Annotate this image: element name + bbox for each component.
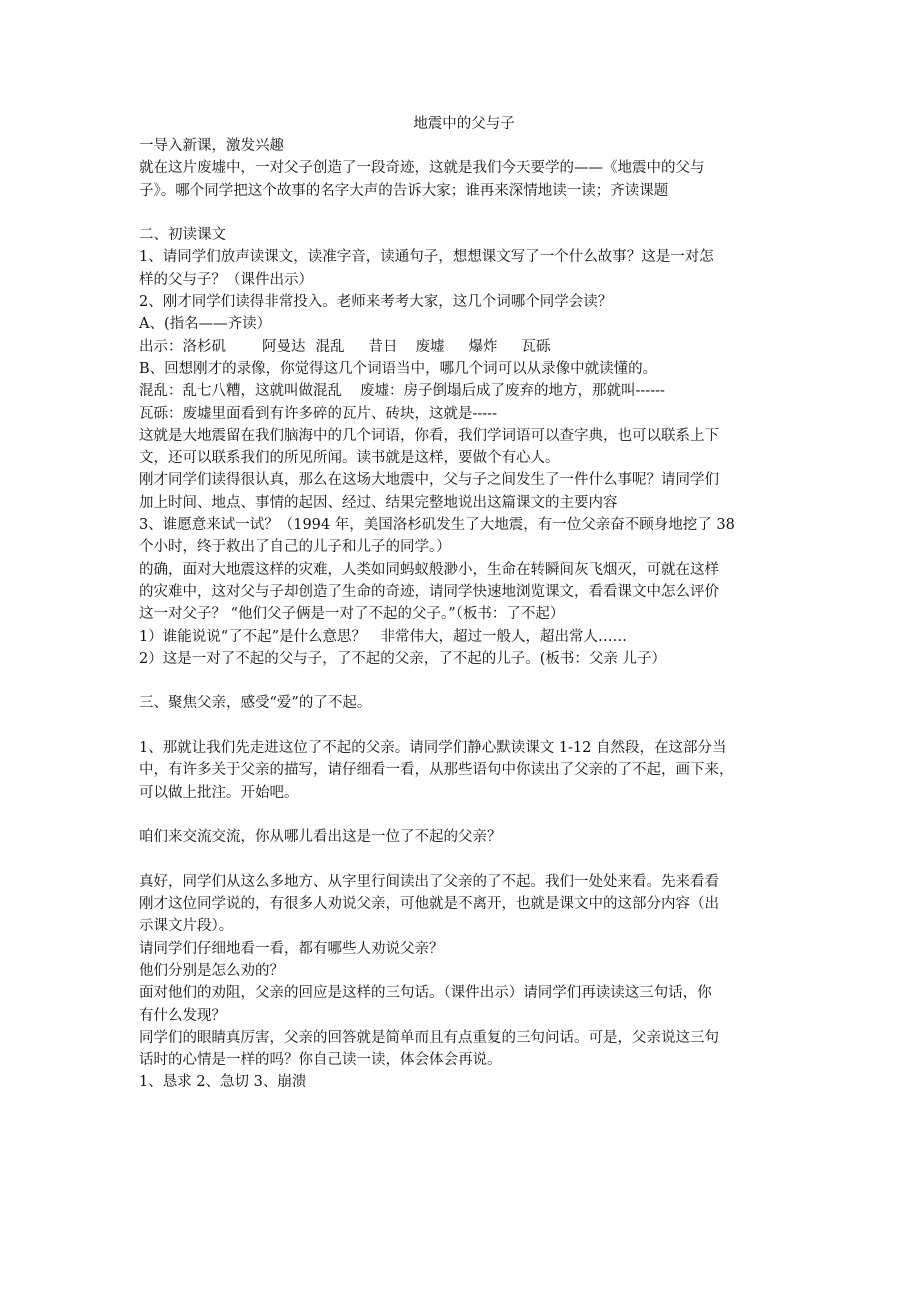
paragraph-line: A、(指名——齐读） [139,316,272,333]
blank-line [139,804,789,826]
vocabulary-word: 昔日 [368,338,398,355]
list-item: 2）这是一对了不起的父与子，了不起的父亲，了不起的儿子。(板书：父亲 儿子） [139,650,666,667]
definition-feixu: 废墟：房子倒塌后成了废弃的地方，那就叫------ [360,383,665,400]
definition-hunluan: 混乱：乱七八糟，这就叫做混乱 [139,383,342,400]
vocabulary-word: 混乱 [315,338,345,355]
list-item: 1）谁能说说“了不起”是什么意思？ 非常伟大，超过一般人，超出常人…… [139,628,628,645]
paragraph-line: 真好，同学们从这么多地方、从字里行间读出了父亲的了不起。我们一处处来看。先来看看 [139,873,719,890]
section-2-heading: 二、初读课文 [139,227,226,244]
section-3-heading: 三、聚焦父亲，感受“爱”的了不起。 [139,695,372,712]
vocabulary-line [139,336,789,358]
paragraph-line: 的确，面对大地震这样的灾难，人类如同蚂蚁般渺小，生命在转瞬间灰飞烟灭，可就在这样 [139,561,719,578]
paragraph-line: 请同学们仔细地看一看，都有哪些人劝说父亲？ [139,940,444,957]
paragraph-line: 3、谁愿意来试一试？（1994 年，美国洛杉矶发生了大地震，有一位父亲奋不顾身地挖了 38 [139,517,735,534]
definition-wali: 瓦砾：废墟里面看到有许多碎的瓦片、砖块，这就是----- [139,405,497,422]
paragraph-line: 咱们来交流交流，你从哪儿看出这是一位了不起的父亲？ [139,829,502,846]
paragraph-line: 文，还可以联系我们的所见所闻。读书就是这样，要做个有心人。 [139,450,560,467]
paragraph-line: 有什么发现？ [139,1007,226,1024]
vocabulary-word: 阿曼达 [262,338,306,355]
paragraph-line: 示课文片段）。 [139,918,234,935]
paragraph-line: 子》。哪个同学把这个故事的名字大声的告诉大家；谁再来深情地读一读；齐读课题 [139,182,669,199]
paragraph-line: 同学们的眼睛真厉害，父亲的回答就是简单而且有点重复的三句问话。可是，父亲说这三句 [139,1029,719,1046]
paragraph-line: 的灾难中，这对父与子却创造了生命的奇迹，请同学快速地浏览课文，看看课文中怎么评价 [139,583,719,600]
paragraph-line: 加上时间、地点、事情的起因、经过、结果完整地说出这篇课文的主要内容 [139,494,618,511]
paragraph-line: 中，有许多关于父亲的描写，请仔细看一看，从那些语句中你读出了父亲的了不起，画下来， [139,762,734,779]
paragraph-line: 这就是大地震留在我们脑海中的几个词语，你看，我们学词语可以查字典，也可以联系上下 [139,427,719,444]
paragraph-line: 个小时，终于救出了自己的儿子和儿子的同学。） [139,539,451,556]
vocabulary-word: 瓦砾 [521,338,551,355]
paragraph-line: 他们分别是怎么劝的？ [139,962,284,979]
blank-line [139,670,789,692]
section-1-heading: 一导入新课，激发兴趣 [139,138,284,154]
definition-line [139,380,789,402]
paragraph-line: 样的父与子？（课件出示） [139,271,313,288]
paragraph-line: B、回想刚才的录像，你觉得这几个词语当中，哪几个词可以从录像中就读懂的。 [139,360,658,377]
paragraph-line: 面对他们的劝阻，父亲的回应是这样的三句话。（课件出示）请同学们再读读这三句话，你 [139,985,712,1002]
vocabulary-label: 出示：洛杉矶 [139,338,226,355]
paragraph-line: 2、刚才同学们读得非常投入。老师来考考大家，这几个词哪个同学会读？ [139,294,613,311]
blank-line [139,849,789,871]
paragraph-line: 1、请同学们放声读课文，读准字音，读通句子，想想课文写了一个什么故事？这是一对怎 [139,249,714,266]
vocabulary-word: 爆炸 [468,338,498,355]
document-page [139,113,789,1094]
paragraph-line: 这一对父子？ “他们父子俩是一对了不起的父子。”（板书：了不起） [139,606,565,623]
paragraph-line: 可以做上批注。开始吧。 [139,784,299,801]
blank-line [139,202,789,224]
document-title: 地震中的父与子 [413,116,515,132]
vocabulary-word: 废墟 [415,338,445,355]
paragraph-line: 1、那就让我们先走进这位了不起的父亲。请同学们静心默读课文 1-12 自然段，在这部分当 [139,740,727,757]
paragraph-line: 刚才这位同学说的，有很多人劝说父亲，可他就是不离开，也就是课文中的这部分内容（出 [139,896,719,913]
paragraph-line: 就在这片废墟中，一对父子创造了一段奇迹，这就是我们今天要学的——《地震中的父与 [139,160,705,177]
blank-line [139,715,789,737]
paragraph-line: 刚才同学们读得很认真，那么在这场大地震中，父与子之间发生了一件什么事呢？请同学们 [139,472,719,489]
paragraph-line: 话时的心情是一样的吗？你自己读一读，体会体会再说。 [139,1052,502,1069]
paragraph-line: 1、恳求 2、急切 3、崩溃 [139,1074,307,1091]
